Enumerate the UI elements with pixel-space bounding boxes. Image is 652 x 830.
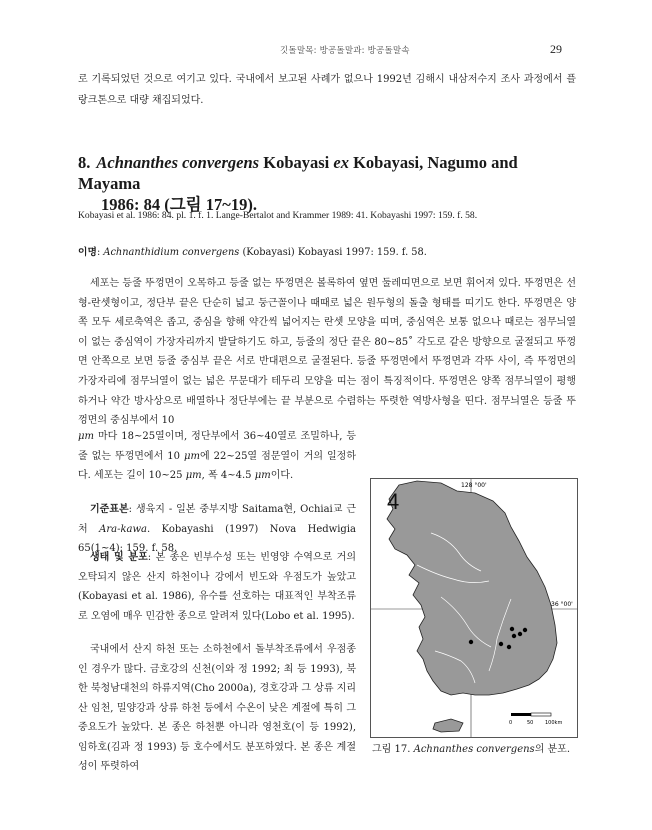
- heading-author-2: Kobayasi, Nagumo and Mayama: [78, 153, 518, 193]
- scale-label-100: 100km: [545, 720, 563, 726]
- ecology-label: 생태 및 분포: [90, 552, 148, 563]
- scale-bar: [509, 713, 562, 726]
- unit-um: μm: [185, 470, 202, 481]
- references: Kobayasi et al. 1986: 84. pl. 1. f. 1. Lange-Bertalot and Krammer 1989: 41. Kobayashi 1997: 159. f. 58.: [78, 210, 478, 221]
- figure-caption: [372, 743, 582, 757]
- ecology-colon: :: [147, 552, 152, 563]
- longitude-label: 128 °00': [461, 482, 487, 489]
- type-specimen-colon: :: [128, 504, 133, 515]
- caption-species: Achnanthes convergens: [413, 744, 535, 755]
- heading-ex: ex: [333, 153, 349, 172]
- species-heading: [78, 152, 576, 215]
- page-header: [0, 44, 652, 60]
- synonym-name: Achnanthidium convergens: [103, 247, 240, 258]
- record-point: [499, 642, 503, 646]
- type-specimen-label: 기준표본: [90, 504, 129, 515]
- synonym-rest: (Kobayasi) Kobayasi 1997: 159. f. 58.: [242, 247, 427, 258]
- ecology-paragraph: [78, 548, 356, 627]
- caption-suffix: 의 분포.: [534, 744, 571, 755]
- description-cont-1: 마다 18~25열이며, 정단부에서 36~40열로 조밀하나, 등줄 없는 뚜껑면에서 10: [78, 431, 356, 462]
- distribution-paragraph: 국내에서 산지 하천 또는 소하천에서 돌부착조류에서 우점종인 경우가 많다. 금호강의 신천(이와 정 1992; 최 등 1993), 북한 북청남대천의 하류지역(Cho 2000a), 경호강과 그 상류 지리산 임천, 밀양강과 상류 하천 등에서 수온이 낮은 계절에 특히 그 중요도가 높았다. 본 종은 하천뿐 아니라 영천호(이 등 1992), 임하호(김과 정 1993) 등 호수에서도 분포하였다. 본 종은 계절성이 뚜렷하여: [78, 644, 356, 772]
- ecology-text: 본 종은 빈부수성 또는 빈영양 수역으로 거의 오탁되지 않은 산지 하천이나 강에서 빈도와 우점도가 높았고(Kobayasi et al. 1986), 유수를 선호하는 대표적인 부착조류로 오염에 매우 민감한 종으로 알려져 있다(Lobo et al. 1995).: [78, 552, 356, 623]
- distribution-map: [370, 478, 578, 738]
- scale-segment: [511, 713, 531, 716]
- record-point: [507, 645, 511, 649]
- record-point: [510, 627, 514, 631]
- description-cont: [78, 427, 356, 486]
- latitude-label: 36 °00': [551, 601, 573, 608]
- description-text: 세포는 등줄 뚜껑면이 오목하고 등줄 없는 뚜껑면은 볼록하여 옆면 둘레띠면으로 보면 휘어져 있다. 뚜껑면은 선형-란셋형이고, 정단부 끝은 단순히 넓고 둥근꼴이나 때때로 넓은 원두형의 돌출 형태를 띠기도 한다. 뚜껑면은 양쪽 모두 세로축역은 좁고, 중심을 향해 약간씩 넓어지는 란셋 모양을 띠며, 중심역은 보통 없으나 때로는 점무늬열이 없는 중심역이 가장자리까지 발달하기도 하고, 등줄의 정단 끝은 80~85˚ 각도로 같은 방향으로 굴절되고 뚜껑면 안쪽으로 보면 등줄 중심부 끝은 서로 반대편으로 굴절된다. 등줄 뚜껑면에서 뚜껑면과 각뚜 사이, 즉 뚜껑면의 가장자리에 점무늬열이 없는 넓은 무문대가 테두리 모양을 띠는 점이 특징적이다. 뚜껑면은 양쪽 점무늬열이 평행하거나 약간 방사상으로 배열하나 정단부에는 끝 부분으로 수렴하는 뚜렷한 역방사형을 띤다. 점무늬열은 등줄 뚜껑면의 중심부에서 10: [78, 278, 576, 427]
- type-specimen-text-1: 생육지 - 일본 중부지방 Saitama현, Ochiai교 근처: [78, 504, 356, 535]
- type-locality: Ara-kawa: [99, 523, 148, 535]
- record-point: [523, 628, 527, 632]
- description-cont-4: 이다.: [270, 470, 294, 481]
- scale-segment: [531, 713, 551, 716]
- heading-author-1: Kobayasi: [263, 153, 330, 172]
- caption-prefix: 그림 17.: [372, 744, 411, 755]
- page-number: 29: [550, 42, 562, 56]
- unit-um: μm: [254, 470, 271, 481]
- record-point: [518, 632, 522, 636]
- scale-label-50: 50: [527, 720, 534, 726]
- unit-um: μm: [78, 431, 94, 442]
- description-paragraph: [78, 274, 576, 431]
- synonym-line: [78, 245, 576, 261]
- intro-paragraph: 로 기록되었던 것으로 여기고 있다. 국내에서 보고된 사례가 없으나 1992년 김해시 내삼저수지 조사 과정에서 플랑크톤으로 대량 채집되었다.: [78, 74, 576, 106]
- heading-line-2: 1986: 84 (그림 17~19).: [101, 195, 257, 214]
- running-head: 깃돌말목: 방공돌말과: 방공돌말속: [280, 46, 410, 56]
- heading-number: 8.: [78, 153, 91, 172]
- figure-number: 4: [387, 489, 400, 514]
- record-point: [469, 640, 473, 644]
- unit-um: μm: [183, 450, 200, 462]
- scale-label-0: 0: [509, 720, 513, 726]
- description-cont-2: 에 22~25열 점문열이 거의 일정하다. 세포는 길이 10~25: [78, 450, 356, 481]
- type-specimen-text-2: . Kobayashi (1997) Nova Hedwigia 65(1~4): 159. f. 58.: [78, 523, 356, 555]
- korea-map-svg: [371, 479, 577, 737]
- species-name: Achnanthes convergens: [96, 153, 260, 172]
- description-cont-3: , 폭 4~4.5: [201, 470, 255, 481]
- island-jeju: [433, 719, 463, 732]
- synonym-colon: :: [96, 247, 101, 258]
- record-point: [512, 634, 516, 638]
- synonym-label: 이명: [78, 247, 97, 258]
- korea-outline: [387, 481, 557, 695]
